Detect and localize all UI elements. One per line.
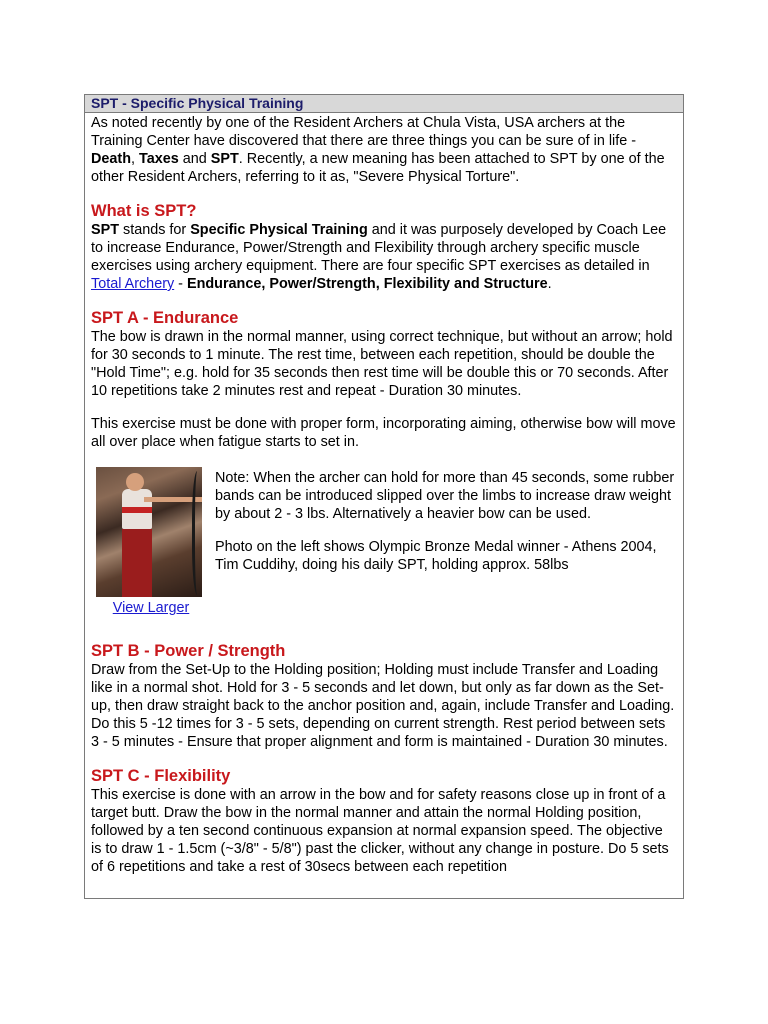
spt-a-paragraph-2: This exercise must be done with proper form, incorporating aiming, otherwise bow will move all over place when fatigue starts to set in. <box>91 416 676 450</box>
bold-term: SPT <box>91 222 119 238</box>
archer-photo[interactable] <box>96 467 202 597</box>
photo-block <box>91 466 677 617</box>
text-run: and <box>178 151 211 167</box>
spt-b-paragraph: Draw from the Set-Up to the Holding position; Holding must include Transfer and Loading like in a normal shot. Hold for 3 - 5 seconds and let down, but only as far down as the Set-up, then draw straight back to the anchor position and, again, include Transfer and Loading. Do this 5 -12 times for 3 - 5 sets, depending on current strength. Rest period between sets 3 - 5 minutes - Ensure that proper alignment and form is maintained - Duration 30 minutes. <box>91 662 675 750</box>
note-paragraph: Note: When the archer can hold for more than 45 seconds, some rubber bands can be introduced slipped over the limbs to increase draw weight by about 2 - 3 lbs. Alternatively a heavier bow can be used. <box>215 470 675 522</box>
text-run: . <box>547 276 552 292</box>
bold-term: SPT <box>210 151 239 167</box>
photo-column <box>91 466 211 617</box>
heading-what-is-spt: What is SPT? <box>91 202 197 220</box>
view-larger-link[interactable]: View Larger <box>112 600 190 616</box>
text-run: - <box>174 276 187 292</box>
what-is-spt-paragraph <box>91 221 677 293</box>
text-run: , <box>130 151 139 167</box>
heading-spt-c: SPT C - Flexibility <box>91 767 231 785</box>
intro-paragraph <box>91 114 677 186</box>
spt-c-paragraph: This exercise is done with an arrow in the bow and for safety reasons close up in front of a target butt. Draw the bow in the normal manner and attain the normal Holding position, followed by a ten second continuous expansion at normal expansion speed. The objective is to draw 1 - 1.5cm (~3/8" - 5/8") past the clicker, without any change in posture. Do 5 sets of 6 repetitions and take a rest of 30secs between each repetition <box>91 787 669 875</box>
text-run: and it was purposely developed by Coach Lee to increase Endurance, Power/Strength and Flexibility through archery specific muscle exercises using archery equipment. There are four specific SPT exercises as detailed in <box>91 222 667 274</box>
bold-term: Death <box>91 151 131 167</box>
bold-term: Endurance, Power/Strength, Flexibility and Structure <box>186 276 548 292</box>
bold-term: Taxes <box>138 151 179 167</box>
heading-spt-b: SPT B - Power / Strength <box>91 642 286 660</box>
text-run: stands for <box>119 222 191 238</box>
text-run: . Recently, a new meaning has been attached to SPT by one of the other Resident Archers, referring to it as, "Severe Physical Torture". <box>91 151 665 185</box>
article-title: SPT - Specific Physical Training <box>85 95 683 113</box>
spt-a-paragraph-1: The bow is drawn in the normal manner, using correct technique, but without an arrow; hold for 30 seconds to 1 minute. The rest time, between each repetition, should be double the "Hold Time"; e.g. hold for 35 seconds then rest time will be double this or 70 seconds. After 10 repetitions take 2 minutes rest and repeat - Duration 30 minutes. <box>91 329 673 399</box>
photo-caption: Photo on the left shows Olympic Bronze Medal winner - Athens 2004, Tim Cuddihy, doing his daily SPT, holding approx. 58lbs <box>215 539 657 573</box>
article-content <box>85 113 683 876</box>
text-run: As noted recently by one of the Resident Archers at Chula Vista, USA archers at the Training Center have discovered that there are three things you can be sure of in life - <box>91 115 637 149</box>
bold-term: Specific Physical Training <box>190 222 368 238</box>
heading-spt-a: SPT A - Endurance <box>91 309 239 327</box>
total-archery-link[interactable]: Total Archery <box>91 276 175 292</box>
article-frame <box>84 94 684 899</box>
photo-note-column <box>211 466 677 574</box>
